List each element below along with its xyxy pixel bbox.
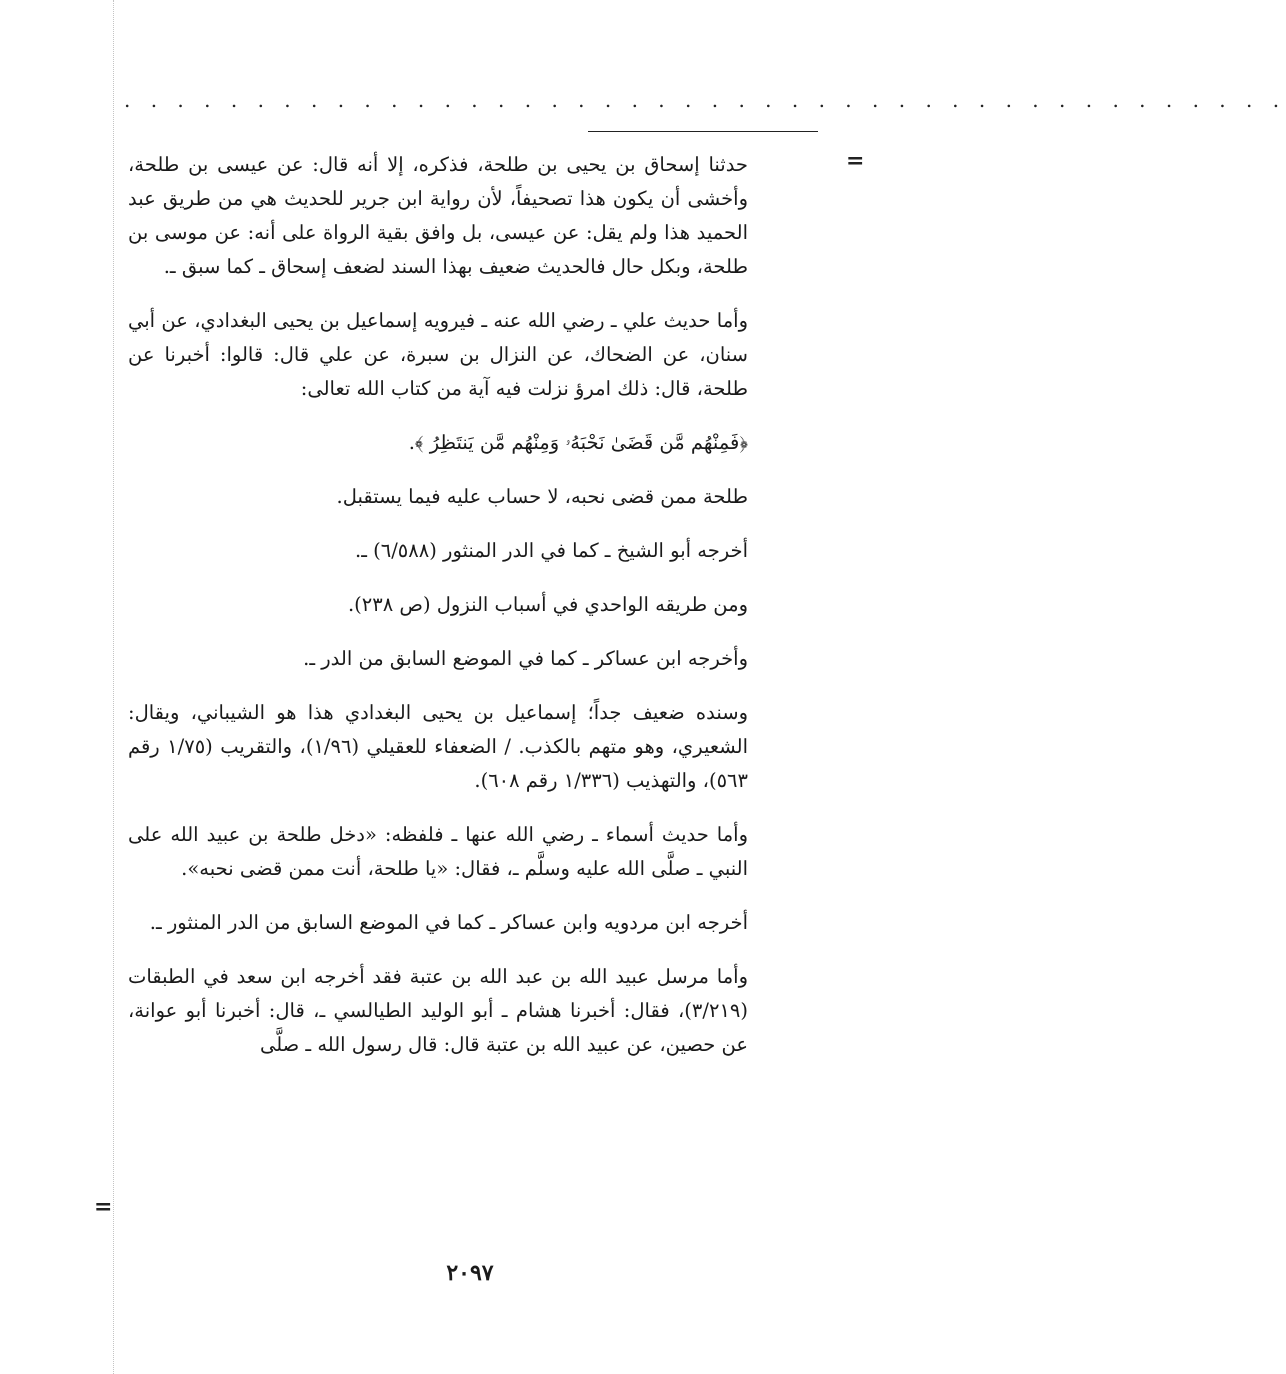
- paragraph-ibn-asakir: وأخرجه ابن عساكر ـ كما في الموضع السابق من الدر ـ.: [303, 647, 748, 670]
- footnote-separator-rule: [588, 131, 818, 132]
- page-number: ٢٠٩٧: [446, 1260, 494, 1286]
- paragraph-wahidi: ومن طريقه الواحدي في أسباب النزول (ص ٢٣٨).: [347, 593, 748, 616]
- paragraph-talha-text: طلحة ممن قضى نحبه، لا حساب عليه فيما يستقبل.: [336, 485, 748, 508]
- paragraph-asma-hadith: وأما حديث أسماء ـ رضي الله عنها ـ فلفظه: «دخل طلحة بن عبيد الله على النبي ـ صلَّى الله عليه وسلَّم ـ، فقال: «يا طلحة، أنت ممن قضى نحبه».: [128, 823, 748, 880]
- paragraph-isnad-grading: وسنده ضعيف جداً؛ إسماعيل بن يحيى البغدادي هذا هو الشيباني، ويقال: الشعيري، وهو متهم بالكذب. / الضعفاء للعقيلي (١/٩٦)، والتقريب (١/٧٥ رقم ٥٦٣)، والتهذيب (١/٣٣٦ رقم ٦٠٨).: [128, 701, 748, 792]
- continuation-mark-top: =: [846, 148, 865, 174]
- paragraph-ali-hadith: وأما حديث علي ـ رضي الله عنه ـ فيرويه إسماعيل بن يحيى البغدادي، عن أبي سنان، عن الضحاك، عن النزال بن سبرة، عن علي قال: قالوا: أخبرنا عن طلحة، قال: ذلك امرؤ نزلت فيه آية من كتاب الله تعالى:: [128, 309, 748, 400]
- continuation-mark-bottom: =: [94, 1194, 113, 1220]
- paragraph-abu-shaykh: أخرجه أبو الشيخ ـ كما في الدر المنثور (٦/٥٨٨) ـ.: [355, 539, 748, 562]
- paragraph-ubaydullah-mursal: وأما مرسل عبيد الله بن عبد الله بن عتبة فقد أخرجه ابن سعد في الطبقات (٣/٢١٩)، فقال: أخبرنا هشام ـ أبو الوليد الطيالسي ـ، قال: أخبرنا أبو عوانة، عن حصين، عن عبيد الله بن عتبة قال: قال رسول الله ـ صلَّى: [128, 965, 748, 1056]
- page-edge-guide: [113, 0, 114, 1374]
- paragraph-ishaq-chain: حدثنا إسحاق بن يحيى بن طلحة، فذكره، إلا أنه قال: عن عيسى بن طلحة، وأخشى أن يكون هذا تصحيفاً، لأن رواية ابن جرير للحديث هي من طريق عبد الحميد هذا ولم يقل: عن عيسى، بل وافق بقية الرواة على أنه: عن موسى بن طلحة، وبكل حال فالحديث ضعيف بهذا السند لضعف إسحاق ـ كما سبق ـ.: [128, 153, 748, 278]
- footnote-body: [128, 148, 748, 1082]
- quran-verse: ﴿فَمِنْهُم مَّن قَضَىٰ نَحْبَهُۥ وَمِنْهُم مَّن يَنتَظِرُ ﴾.: [408, 431, 748, 454]
- header-dotted-line: . . . . . . . . . . . . . . . . . . . . . . . . . . . . . . . . . . . . . . . . . . . .: [124, 88, 1286, 112]
- paragraph-ibn-marduyah: أخرجه ابن مردويه وابن عساكر ـ كما في الموضع السابق من الدر المنثور ـ.: [149, 911, 748, 934]
